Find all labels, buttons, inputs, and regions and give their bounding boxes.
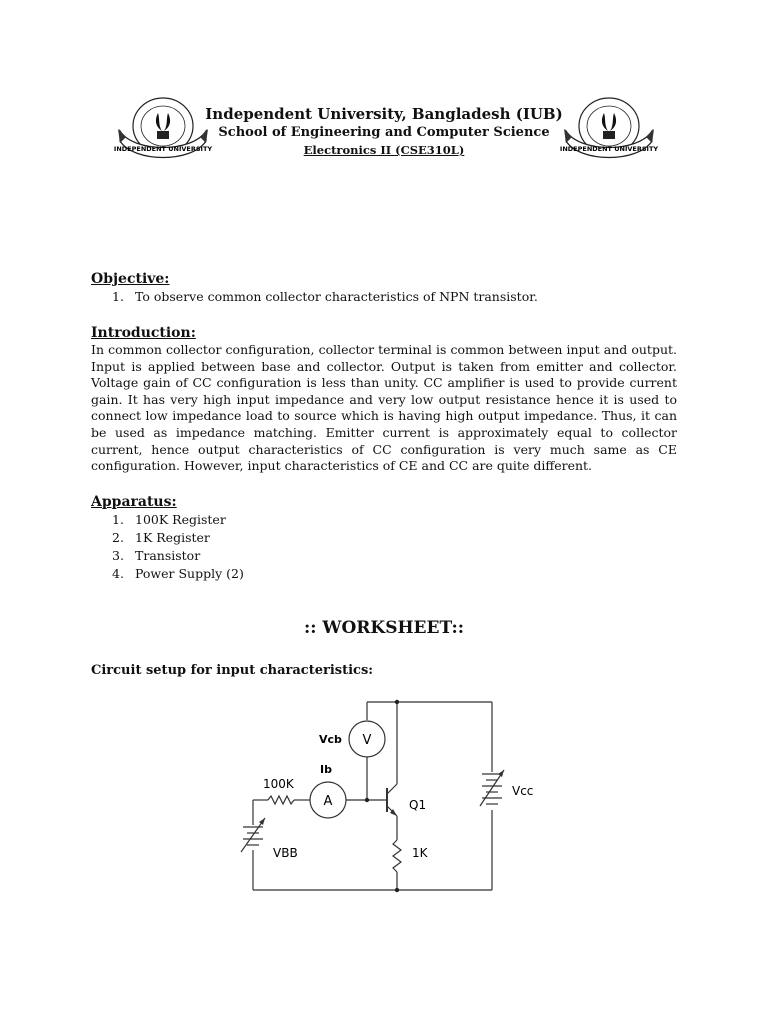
apparatus-section: [91, 493, 677, 583]
course-name: Electronics II (CSE310L): [303, 143, 465, 157]
objective-list: [91, 288, 677, 306]
objective-heading: Objective:: [91, 271, 170, 287]
introduction-section: [91, 324, 677, 475]
list-item: 1. 100K Register: [112, 512, 226, 527]
resistor-1k-label: 1K: [412, 846, 428, 860]
resistor-1k: [393, 840, 401, 872]
vcc-label: Vcc: [512, 784, 534, 798]
ib-label: Ib: [320, 763, 332, 776]
list-item: 1. To observe common collector characteristics of NPN transistor.: [112, 289, 538, 304]
school-name: School of Engineering and Computer Science: [218, 125, 550, 140]
resistor-100k: [268, 796, 294, 804]
apparatus-list: [91, 511, 677, 583]
resistor-100k-label: 100K: [263, 777, 294, 791]
circuit-diagram: [230, 690, 534, 900]
introduction-text: In common collector configuration, collector terminal is common between input and output. Input is applied between base and collector. Output is taken from emitter and collector. Voltage gain of CC configuration is less than unity. CC amplifier is used to provide current gain. It has very high input impedance and very low output resistance hence it is used to connect low impedance load to source which is having high output impedance. Thus, it can be used as impedance matching. Emitter current is approximately equal to collector current, hence output characteristics of CC configuration is very much same as CE configuration. However, input characteristics of CE and CC are quite different.: [91, 342, 677, 474]
voltmeter-label: V: [362, 733, 372, 748]
document-header: [0, 104, 768, 158]
svg-text:INDEPENDENT UNIVERSITY: INDEPENDENT UNIVERSITY: [559, 145, 659, 153]
vcb-label: Vcb: [319, 733, 342, 746]
list-item: 2. 1K Register: [112, 530, 210, 545]
svg-text:INDEPENDENT UNIVERSITY: INDEPENDENT UNIVERSITY: [113, 145, 213, 153]
objective-section: [91, 270, 677, 306]
apparatus-heading: Apparatus:: [91, 494, 177, 510]
vbb-label: VBB: [273, 846, 298, 860]
list-item: 4. Power Supply (2): [112, 566, 244, 581]
ammeter-label: A: [323, 794, 333, 809]
circuit-heading: Circuit setup for input characteristics:: [91, 663, 374, 678]
list-item: 3. Transistor: [112, 548, 201, 563]
q1-label: Q1: [409, 798, 427, 812]
worksheet-title: :: WORKSHEET::: [303, 618, 465, 638]
university-name: Independent University, Bangladesh (IUB): [205, 105, 563, 123]
introduction-heading: Introduction:: [91, 325, 196, 341]
